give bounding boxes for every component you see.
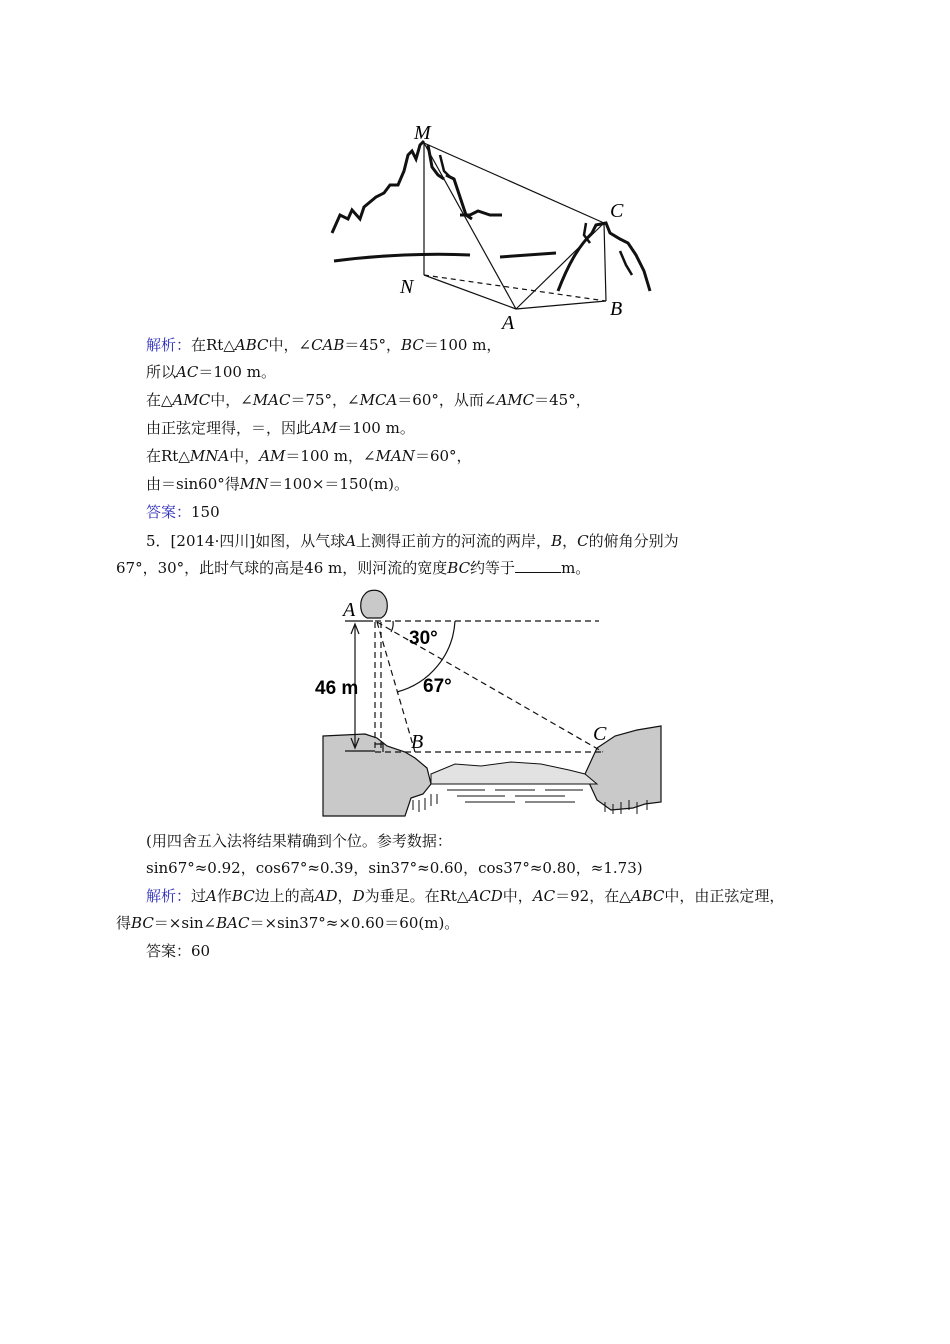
problem5-line1: 5．[2014·四川]如图，从气球A上测得正前方的河流的两岸，B，C的俯角分别为 [146,532,679,550]
note-line1: (用四舍五入法将结果精确到个位。参考数据： [146,832,452,850]
label-B2: B [411,731,424,753]
ground-line-right [500,253,556,257]
label-angle-67: 67° [423,676,452,697]
mountain-left-outline [332,141,424,233]
water-lines [447,790,583,802]
label-A: A [502,312,515,334]
solution1-line3: 在△AMC中，∠MAC＝75°，∠MCA＝60°，从而∠AMC＝45°， [146,391,591,409]
label-A2: A [343,599,356,621]
label-C: C [610,200,624,222]
hill-right-ridge-2 [620,251,632,275]
problem5-line2: 67°，30°，此时气球的高是46 m，则河流的宽度BC约等于 m。 [116,559,591,577]
figure-mountain-triangle [320,115,660,335]
solution2-answer-tag: 答案： [146,942,192,960]
solution1-line5: 在Rt△MNA中，AM＝100 m，∠MAN＝60°， [146,447,472,465]
solution1-line4: 由正弦定理得，＝，因此AM＝100 m。 [146,419,415,437]
note-line2: sin67°≈0.92，cos67°≈0.39，sin37°≈0.60，cos37°≈0.80，≈1.73) [146,859,643,877]
ground-line-left [334,254,470,261]
solution1-line1: 解析：在Rt△ABC中，∠CAB＝45°，BC＝100 m， [146,336,502,354]
figure-balloon-river [315,588,667,820]
label-angle-30: 30° [409,628,438,649]
answer-blank[interactable] [515,558,561,573]
label-M: M [414,122,431,144]
balloon [361,590,388,618]
solution2-line1: 解析：过A作BC边上的高AD，D为垂足。在Rt△ACD中，AC＝92，在△ABC中，由正弦定理， [146,887,785,905]
solution2-tag: 解析： [146,887,192,905]
solution2-answer-value: 60 [191,942,211,960]
solution1-line2: 所以AC＝100 m。 [146,363,276,381]
label-C2: C [593,723,607,745]
mountain-ridge-2 [446,175,472,219]
label-height: 46 m [315,678,359,699]
label-N: N [400,276,414,298]
solution2-answer [146,941,210,961]
solution1-answer-tag: 答案： [146,503,192,521]
solution1-answer-value: 150 [191,503,220,521]
solution1-answer [146,502,220,522]
solution1-line6: 由＝sin60°得MN＝100×＝150(m)。 [146,475,409,493]
solution1-tag: 解析： [146,336,192,354]
label-B: B [610,298,623,320]
solution2-line2: 得BC＝×sin∠BAC＝×sin37°≈×0.60＝60(m)。 [116,914,460,932]
far-hills [431,762,597,784]
